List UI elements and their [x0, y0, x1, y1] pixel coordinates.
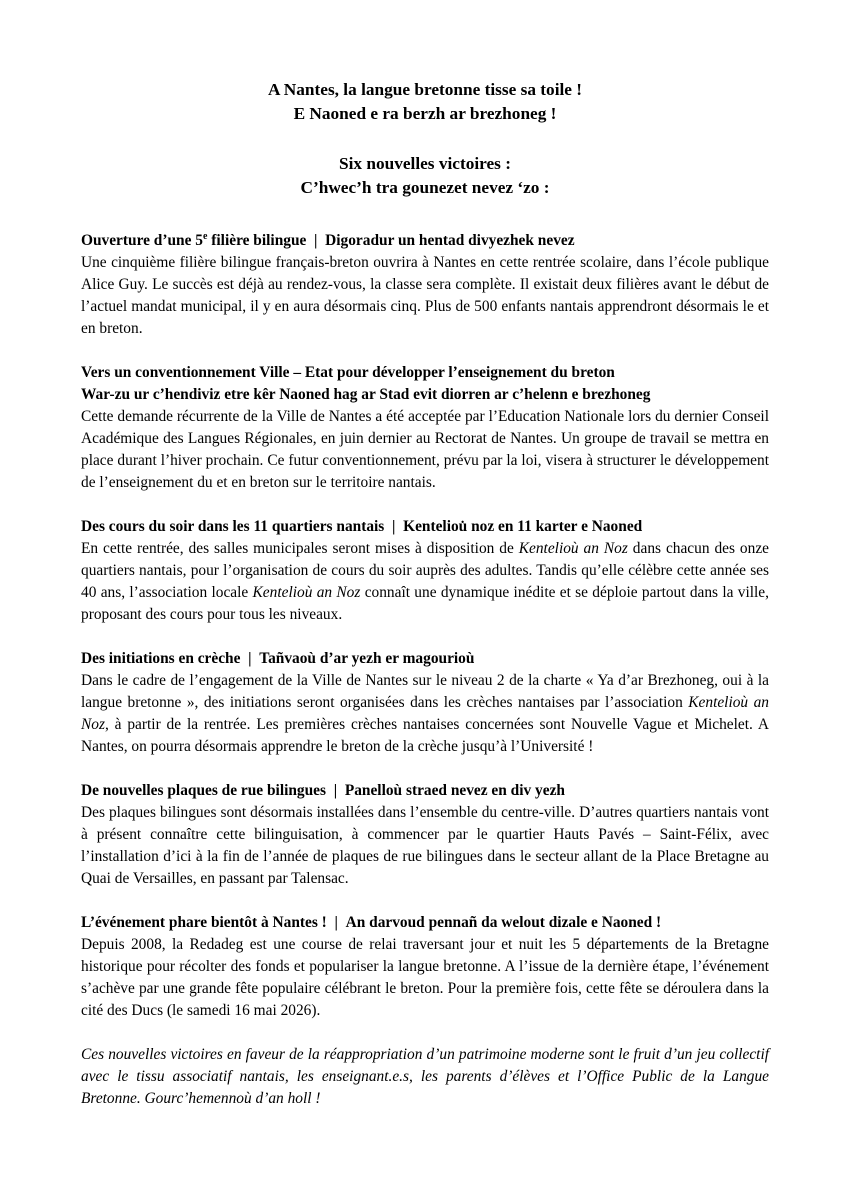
closing-paragraph: Ces nouvelles victoires en faveur de la réappropriation d’un patrimoine moderne sont le fruit d’un jeu collectif avec le tissu associatif nantais, les enseignant.e.s, les parents d’élèves et l’Office Public de la Langue Bretonne. Gourc’hemennoù d’an holl !: [81, 1046, 769, 1107]
section-heading: L’événement phare bientôt à Nantes ! | An darvoud pennañ da welout dizale e Naoned !: [81, 914, 662, 931]
title-french: A Nantes, la langue bretonne tisse sa toile !: [267, 80, 583, 99]
section-evening-classes: [81, 516, 769, 626]
section-redadeg: [81, 912, 769, 1022]
title-breton: E Naoned e ra berzh ar brezhoneg !: [293, 104, 557, 123]
section-nursery: [81, 648, 769, 758]
section-body: Des plaques bilingues sont désormais installées dans l’ensemble du centre-ville. D’autres quartiers nantais vont à présent connaître cette bilinguisation, à commencer par le quartier Hauts Pavés – Saint-Félix, avec l’installation d’ici à la fin de l’année de plaques de rue bilingues dans le secteur allant de la Place Bretagne au Quai de Versailles, en passant par Talensac.: [81, 804, 769, 887]
section-street-signs: [81, 780, 769, 890]
section-body: Dans le cadre de l’engagement de la Ville de Nantes sur le niveau 2 de la charte « Ya d’ar Brezhoneg, oui à la langue bretonne », des initiations seront organisées dans les crèches nantaises par l’association Kentelioù an Noz, à partir de la rentrée. Les premières crèches nantaises concernées sont Nouvelle Vague et Michelet. A Nantes, on pourra désormais apprendre le breton de la crèche jusqu’à l’Université !: [81, 672, 769, 755]
section-heading: Des cours du soir dans les 11 quartiers nantais | Kenteliou̇ noz en 11 karter e Naoned: [81, 518, 643, 535]
section-body: Cette demande récurrente de la Ville de Nantes a été acceptée par l’Education Nationale lors du dernier Conseil Académique des Langues Régionales, en juin dernier au Rectorat de Nantes. Un groupe de travail se mettra en place durant l’hiver prochain. Ce futur conventionnement, prévu par la loi, visera à structurer le développement de l’enseignement du et en breton sur le territoire nantais.: [81, 408, 769, 491]
subtitle-breton: C’hwec’h tra gounezet nevez ‘zo :: [300, 178, 550, 197]
section-body: En cette rentrée, des salles municipales seront mises à disposition de Kentelioù an Noz dans chacun des onze quartiers nantais, pour l’organisation de cours du soir auprès des adultes. Tandis qu’elle célèbre cette année ses 40 ans, l’association locale Kentelioù an Noz connaît une dynamique inédite et se déploie partout dans la ville, proposant des cours pour tous les niveaux.: [81, 540, 769, 623]
section-bilingual-stream: [81, 230, 769, 340]
section-heading: Des initiations en crèche | Tañvaoù d’ar yezh er magourioù: [81, 650, 475, 667]
section-heading: Ouverture d’une 5e filière bilingue | Digoradur un hentad divyezhek nevez: [81, 230, 575, 249]
document-page: [81, 78, 769, 1125]
section-convention: [81, 362, 769, 494]
subtitle-french: Six nouvelles victoires :: [338, 154, 511, 173]
section-heading: De nouvelles plaques de rue bilingues | Panelloù straed nevez en div yezh: [81, 782, 565, 799]
section-heading-breton: War-zu ur c’hendiviz etre kêr Naoned hag ar Stad evit diorren ar c’helenn e brezhoneg: [81, 386, 651, 403]
section-body: Une cinquième filière bilingue français-breton ouvrira à Nantes en cette rentrée scolaire, dans l’école publique Alice Guy. Le succès est déjà au rendez-vous, la classe sera complète. Il existait deux filières avant le début de l’actuel mandat municipal, il y en aura désormais cinq. Plus de 500 enfants nantais apprendront désormais le et en breton.: [81, 254, 769, 337]
section-heading-french: Vers un conventionnement Ville – Etat pour développer l’enseignement du breton: [81, 364, 615, 381]
section-body: Depuis 2008, la Redadeg est une course de relai traversant jour et nuit les 5 départements de la Bretagne historique pour récolter des fonds et populariser la langue bretonne. A l’issue de la dernière étape, l’événement s’achève par une grande fête populaire célébrant le breton. Pour la première fois, cette fête se déroulera dans la cité des Ducs (le samedi 16 mai 2026).: [81, 936, 769, 1019]
sections: [81, 230, 769, 1022]
